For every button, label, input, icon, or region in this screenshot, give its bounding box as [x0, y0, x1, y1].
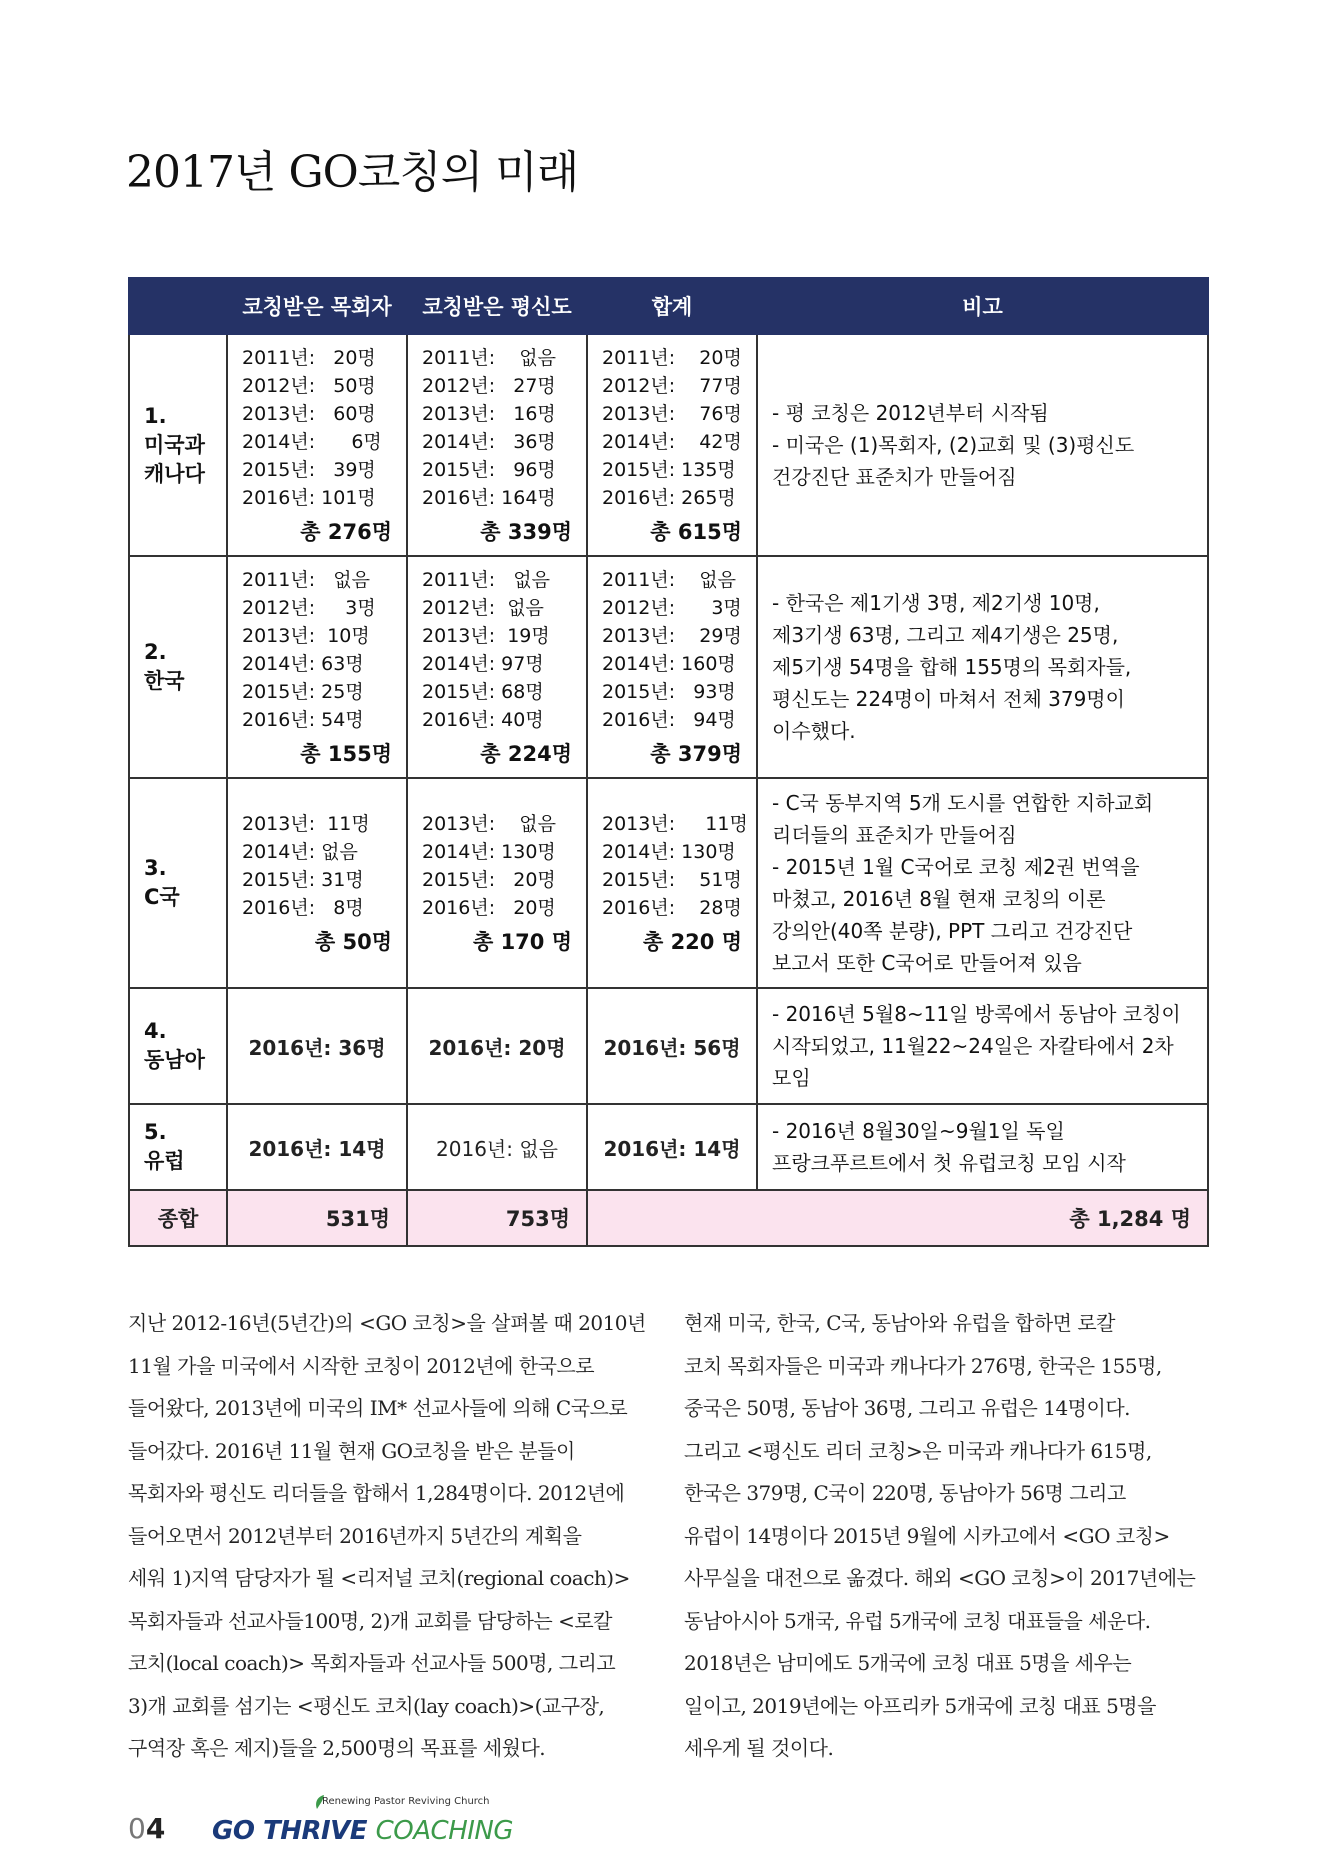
- year-count: 2016년: 94명: [602, 709, 736, 731]
- year-count: 2014년: 130명: [422, 841, 556, 863]
- year-count: 2016년: 40명: [422, 709, 544, 731]
- year-count: 2012년: 27명: [422, 375, 556, 397]
- year-count: 2013년: 29명: [602, 625, 742, 647]
- note-line: 제3기생 63명, 그리고 제4기생은 25명,: [772, 623, 1119, 647]
- region-label: 미국과: [144, 432, 205, 457]
- page-title: 2017년 GO코칭의 미래: [126, 147, 579, 198]
- total-count: 총 50명: [314, 930, 392, 954]
- note-cell: [757, 988, 1208, 1104]
- year-count: 2015년: 68명: [422, 681, 544, 703]
- total-count: 총 220 명: [642, 930, 742, 954]
- year-count: 2015년: 31명: [242, 869, 364, 891]
- body-line: 11월 가을 미국에서 시작한 코칭이 2012년에 한국으로: [128, 1353, 595, 1378]
- header-sum: 합계: [587, 278, 757, 334]
- body-line: 들어왔다, 2013년에 미국의 IM* 선교사들에 의해 C국으로: [128, 1396, 628, 1420]
- go-thrive-coaching-logo: [210, 1796, 514, 1850]
- sum-cell: [587, 778, 757, 988]
- pastors-cell: 2016년: 14명: [227, 1104, 407, 1190]
- body-line: 목회자와 평신도 리더들을 합해서 1,284명이다. 2012년에: [128, 1481, 625, 1505]
- coaching-stats-table: [128, 277, 1209, 1247]
- sum-cell: [587, 556, 757, 778]
- body-line: 세워 1)지역 담당자가 될 <리저널 코치(regional coach)>: [128, 1566, 630, 1590]
- body-line: 한국은 379명, C국이 220명, 동남아가 56명 그리고: [684, 1481, 1126, 1505]
- year-count: 2016년: 265명: [602, 487, 736, 509]
- year-count: 2011년: 20명: [602, 347, 742, 369]
- sum-cell: [587, 334, 757, 556]
- year-count: 2011년: 없음: [422, 347, 556, 369]
- body-line: 중국은 50명, 동남아 36명, 그리고 유럽은 14명이다.: [684, 1396, 1131, 1420]
- year-count: 2013년: 11명: [242, 813, 370, 835]
- logo-word-coaching: COACHING: [375, 1816, 514, 1846]
- lay-cell: [407, 556, 587, 778]
- year-count: 2012년: 없음: [422, 597, 544, 619]
- year-count: 2013년: 없음: [422, 813, 556, 835]
- total-count: 총 224명: [480, 742, 572, 766]
- body-line: 들어오면서 2012년부터 2016년까지 5년간의 계획을: [128, 1523, 582, 1548]
- lay-cell: 2016년: 없음: [407, 1104, 587, 1190]
- year-count: 2013년: 10명: [242, 625, 370, 647]
- body-line: 동남아시아 5개국, 유럽 5개국에 코칭 대표들을 세운다.: [684, 1608, 1151, 1633]
- year-count: 2016년: 101명: [242, 487, 376, 509]
- region-label: 2.: [144, 640, 167, 664]
- note-line: 리더들의 표준치가 만들어짐: [772, 823, 1017, 847]
- total-count: 총 170 명: [472, 930, 572, 954]
- total-count: 총 155명: [300, 742, 392, 766]
- note-line: - 2016년 5월8~11일 방콕에서 동남아 코칭이: [772, 1002, 1181, 1026]
- lay-cell: [407, 778, 587, 988]
- table-row: [129, 988, 1208, 1104]
- region-cell: [129, 1104, 227, 1190]
- note-line: - 한국은 제1기생 3명, 제2기생 10명,: [772, 591, 1100, 615]
- note-line: 이수했다.: [772, 719, 856, 743]
- region-label: 5.: [144, 1120, 167, 1144]
- year-count: 2014년: 97명: [422, 653, 544, 675]
- pastors-cell: 2016년: 36명: [227, 988, 407, 1104]
- total-count: 총 379명: [650, 742, 742, 766]
- body-text-left: [128, 1302, 668, 1770]
- summary-row: [129, 1190, 1208, 1246]
- body-line: 사무실을 대전으로 옮겼다. 해외 <GO 코칭>이 2017년에는: [684, 1566, 1196, 1590]
- note-cell: [757, 1104, 1208, 1190]
- year-count: 2015년: 25명: [242, 681, 364, 703]
- header-lay: 코칭받은 평신도: [407, 278, 587, 334]
- year-count: 2011년: 없음: [242, 569, 370, 591]
- region-cell: [129, 778, 227, 988]
- region-cell: [129, 334, 227, 556]
- year-count: 2016년: 28명: [602, 897, 742, 919]
- table-row: [129, 778, 1208, 988]
- summary-total: 총 1,284 명: [587, 1190, 1208, 1246]
- note-line: 모임: [772, 1066, 811, 1090]
- year-count: 2014년: 없음: [242, 841, 358, 863]
- note-line: - 2016년 8월30일~9월1일 독일: [772, 1119, 1065, 1143]
- body-line: 2018년은 남미에도 5개국에 코칭 대표 5명을 세우는: [684, 1651, 1132, 1675]
- year-count: 2013년: 60명: [242, 403, 376, 425]
- year-count: 2015년: 135명: [602, 459, 736, 481]
- body-line: 그리고 <평신도 리더 코칭>은 미국과 캐나다가 615명,: [684, 1438, 1152, 1463]
- year-count: 2016년: 20명: [422, 897, 556, 919]
- year-count: 2012년: 3명: [242, 597, 376, 619]
- page-number-value: 4: [145, 1812, 166, 1845]
- header-note: 비고: [757, 278, 1208, 334]
- total-count: 총 615명: [650, 520, 742, 544]
- year-count: 2014년: 42명: [602, 431, 742, 453]
- note-line: 제5기생 54명을 합해 155명의 목회자들,: [772, 655, 1132, 679]
- region-cell: [129, 988, 227, 1104]
- logo-tagline: Renewing Pastor Reviving Church: [322, 1796, 490, 1807]
- sum-cell: 2016년: 56명: [587, 988, 757, 1104]
- logo-wordmark: [212, 1816, 513, 1846]
- body-line: 세우게 될 것이다.: [684, 1736, 834, 1760]
- pastors-cell: [227, 556, 407, 778]
- page-number-prefix: 0: [128, 1812, 146, 1845]
- body-line: 들어갔다. 2016년 11월 현재 GO코칭을 받은 분들이: [128, 1438, 575, 1463]
- body-line: 현재 미국, 한국, C국, 동남아와 유럽을 합하면 로칼: [684, 1311, 1115, 1335]
- region-label: 4.: [144, 1019, 167, 1043]
- header-pastors: 코칭받은 목회자: [227, 278, 407, 334]
- note-line: - 2015년 1월 C국어로 코칭 제2권 번역을: [772, 855, 1140, 879]
- year-count: 2011년: 없음: [602, 569, 736, 591]
- region-label: 1.: [144, 403, 167, 428]
- year-count: 2014년: 160명: [602, 653, 736, 675]
- body-line: 일이고, 2019년에는 아프리카 5개국에 코칭 대표 5명을: [684, 1693, 1156, 1718]
- year-count: 2011년: 20명: [242, 347, 376, 369]
- note-line: 시작되었고, 11월22~24일은 자칼타에서 2차: [772, 1034, 1174, 1058]
- note-line: - C국 동부지역 5개 도시를 연합한 지하교회: [772, 791, 1154, 815]
- year-count: 2014년: 36명: [422, 431, 556, 453]
- note-line: 강의안(40쪽 분량), PPT 그리고 건강진단: [772, 919, 1133, 943]
- year-count: 2014년: 63명: [242, 653, 364, 675]
- body-line: 코치(local coach)> 목회자들과 선교사들 500명, 그리고: [128, 1651, 616, 1675]
- summary-label: 종합: [129, 1190, 227, 1246]
- note-line: 건강진단 표준치가 만들어짐: [772, 465, 1017, 489]
- table-row: [129, 1104, 1208, 1190]
- page-number: [128, 1812, 165, 1845]
- note-cell: [757, 334, 1208, 556]
- note-line: - 평 코칭은 2012년부터 시작됨: [772, 401, 1049, 425]
- lay-cell: 2016년: 20명: [407, 988, 587, 1104]
- year-count: 2015년: 39명: [242, 459, 376, 481]
- sum-cell: 2016년: 14명: [587, 1104, 757, 1190]
- region-cell: [129, 556, 227, 778]
- note-line: 평신도는 224명이 마쳐서 전체 379명이: [772, 687, 1125, 711]
- body-line: 유럽이 14명이다 2015년 9월에 시카고에서 <GO 코칭>: [684, 1523, 1170, 1548]
- note-line: 프랑크푸르트에서 첫 유럽코칭 모임 시작: [772, 1151, 1126, 1175]
- body-line: 목회자들과 선교사들100명, 2)개 교회를 담당하는 <로칼: [128, 1608, 613, 1633]
- year-count: 2014년: 130명: [602, 841, 736, 863]
- year-count: 2013년: 11명: [602, 813, 748, 835]
- year-count: 2013년: 16명: [422, 403, 556, 425]
- summary-pastors: 531명: [227, 1190, 407, 1246]
- logo-word-go-thrive: GO THRIVE: [212, 1816, 368, 1846]
- year-count: 2013년: 76명: [602, 403, 742, 425]
- total-count: 총 339명: [480, 520, 572, 544]
- region-label: C국: [144, 885, 180, 909]
- year-count: 2015년: 20명: [422, 869, 556, 891]
- pastors-cell: [227, 778, 407, 988]
- year-count: 2013년: 19명: [422, 625, 550, 647]
- summary-lay: 753명: [407, 1190, 587, 1246]
- body-line: 3)개 교회를 섬기는 <평신도 코치(lay coach)>(교구장,: [128, 1693, 605, 1718]
- body-line: 구역장 혹은 제지)들을 2,500명의 목표를 세웠다.: [128, 1736, 546, 1760]
- region-label: 3.: [144, 856, 167, 880]
- year-count: 2012년: 3명: [602, 597, 742, 619]
- note-line: 보고서 또한 C국어로 만들어져 있음: [772, 951, 1082, 975]
- pastors-cell: [227, 334, 407, 556]
- note-line: - 미국은 (1)목회자, (2)교회 및 (3)평신도: [772, 433, 1135, 457]
- year-count: 2015년: 93명: [602, 681, 736, 703]
- year-count: 2012년: 50명: [242, 375, 376, 397]
- year-count: 2015년: 51명: [602, 869, 742, 891]
- year-count: 2016년: 164명: [422, 487, 556, 509]
- note-cell: [757, 778, 1208, 988]
- table-row: [129, 556, 1208, 778]
- lay-cell: [407, 334, 587, 556]
- header-region: [129, 278, 227, 334]
- year-count: 2016년: 8명: [242, 897, 364, 919]
- year-count: 2011년: 없음: [422, 569, 550, 591]
- year-count: 2015년: 96명: [422, 459, 556, 481]
- region-label: 한국: [144, 669, 185, 693]
- table-row: [129, 334, 1208, 556]
- note-line: 마쳤고, 2016년 8월 현재 코칭의 이론: [772, 887, 1106, 911]
- total-count: 총 276명: [300, 520, 392, 544]
- year-count: 2016년: 54명: [242, 709, 364, 731]
- table-header-row: [129, 278, 1208, 334]
- note-cell: [757, 556, 1208, 778]
- body-text-right: [684, 1302, 1224, 1770]
- region-label: 유럽: [144, 1149, 185, 1173]
- body-line: 지난 2012-16년(5년간)의 <GO 코칭>을 살펴볼 때 2010년: [128, 1311, 646, 1335]
- year-count: 2014년: 6명: [242, 431, 382, 453]
- body-line: 코치 목회자들은 미국과 캐나다가 276명, 한국은 155명,: [684, 1353, 1162, 1378]
- year-count: 2012년: 77명: [602, 375, 742, 397]
- region-label: 캐나다: [144, 461, 205, 486]
- region-label: 동남아: [144, 1048, 205, 1072]
